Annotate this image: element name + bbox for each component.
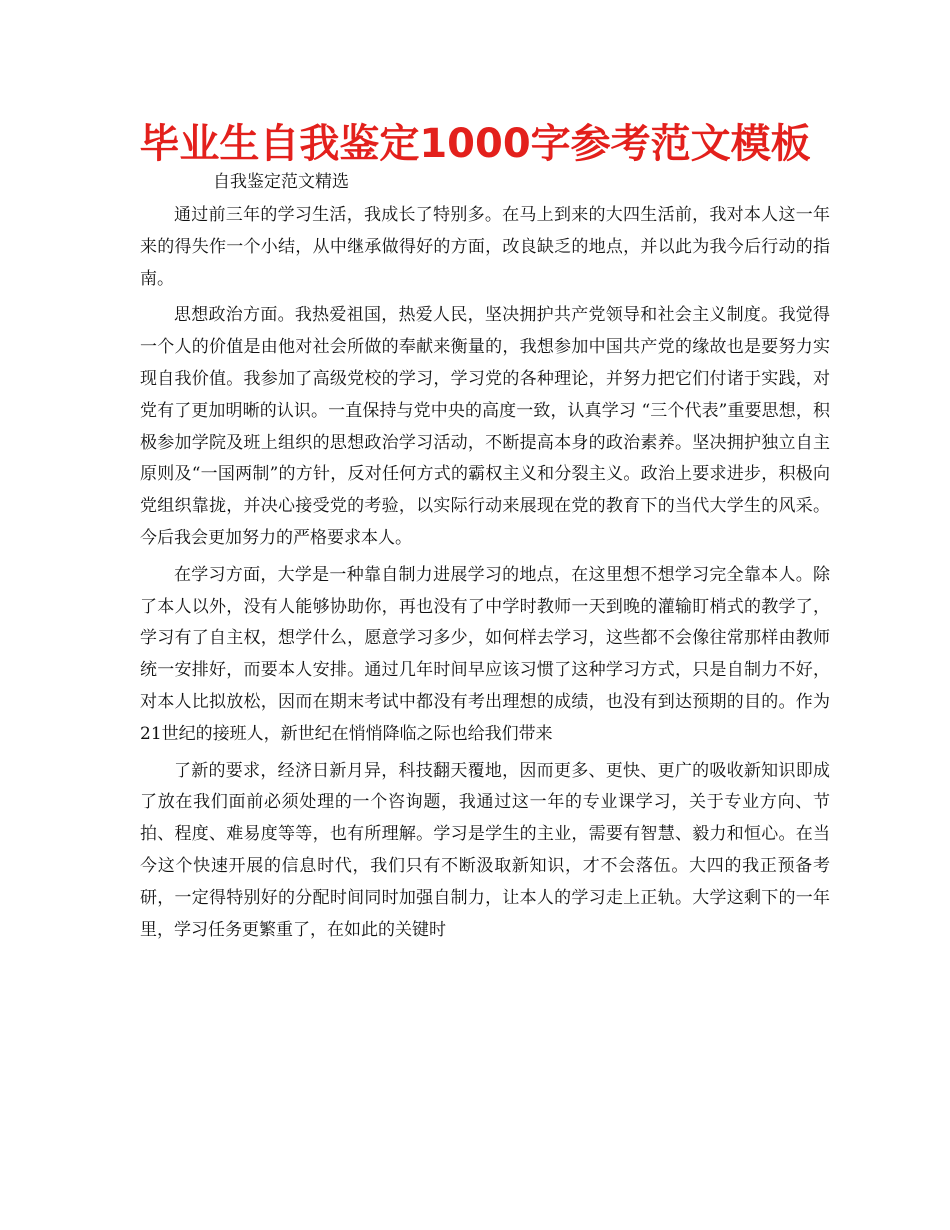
paragraph-study: 在学习方面，大学是一种靠自制力进展学习的地点，在这里想不想学习完全靠本人。除了本人以外，没有人能够协助你，再也没有了中学时教师一天到晚的灌输盯梢式的教学了，学习有了自主权，想学什么，愿意学习多少，如何样去学习，这些都不会像往常那样由教师统一安排好，而要本人安排。通过几年时间早应该习惯了这种学习方式，只是自制力不好，对本人比拟放松，因而在期末考试中都没有考出理想的成绩，也没有到达预期的目的。作为21世纪的接班人，新世纪在悄悄降临之际也给我们带来 [140, 564, 830, 744]
paragraph-politics: 思想政治方面。我热爱祖国，热爱人民，坚决拥护共产党领导和社会主义制度。我觉得一个人的价值是由他对社会所做的奉献来衡量的，我想参加中国共产党的缘故也是要努力实现自我价值。我参加了高级党校的学习，学习党的各种理论，并努力把它们付诸于实践，对党有了更加明晰的认识。一直保持与党中央的高度一致，认真学习 “三个代表”重要思想，积极参加学院及班上组织的思想政治学习活动，不断提高本身的政治素养。坚决拥护独立自主原则及“一国两制”的方针，反对任何方式的霸权主义和分裂主义。政治上要求进步，积极向党组织靠拢，并决心接受党的考验，以实际行动来展现在党的教育下的当代大学生的风采。今后我会更加努力的严格要求本人。 [140, 305, 830, 548]
paragraph-intro: 通过前三年的学习生活，我成长了特别多。在马上到来的大四生活前，我对本人这一年来的得失作一个小结，从中继承做得好的方面，改良缺乏的地点，并以此为我今后行动的指南。 [140, 205, 830, 289]
document-subtitle: 自我鉴定范文精选 [213, 172, 349, 192]
document-body [140, 200, 830, 951]
document-title: 毕业生自我鉴定1000字参考范文模板 [139, 121, 811, 167]
paragraph-continuation: 了新的要求，经济日新月异，科技翻天覆地，因而更多、更快、更广的吸收新知识即成了放在我们面前必须处理的一个咨询题，我通过这一年的专业课学习，关于专业方向、节拍、程度、难易度等等，也有所理解。学习是学生的主业，需要有智慧、毅力和恒心。在当今这个快速开展的信息时代，我们只有不断汲取新知识，才不会落伍。大四的我正预备考研，一定得特别好的分配时间同时加强自制力，让本人的学习走上正轨。大学这剩下的一年里，学习任务更繁重了，在如此的关键时 [140, 760, 830, 940]
